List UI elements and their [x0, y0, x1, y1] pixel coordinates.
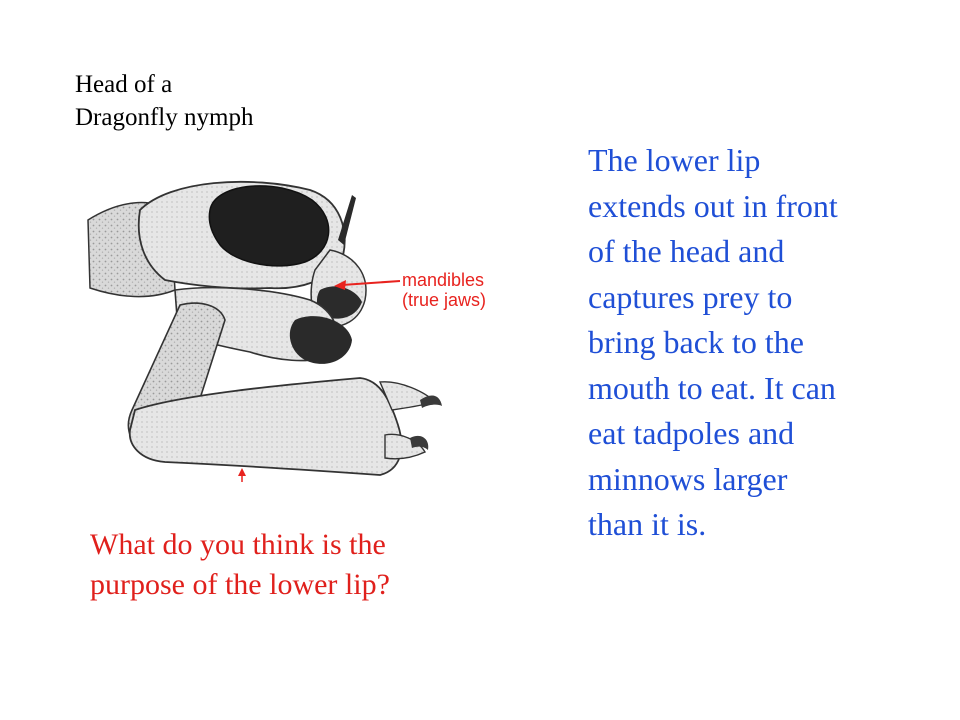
question-line-2: purpose of the lower lip? — [90, 568, 390, 601]
question-line-1: What do you think is the — [90, 528, 386, 561]
slide-title — [75, 68, 375, 134]
callout-line-2: (true jaws) — [402, 290, 487, 310]
answer-line: of the head and — [588, 233, 785, 269]
title-line-1: Head of a — [75, 71, 173, 98]
answer-line: than it is. — [588, 506, 707, 542]
mandibles-callout — [402, 270, 486, 310]
answer-line: extends out in front — [588, 187, 838, 224]
callout-line-1: mandibles — [402, 270, 485, 290]
answer-line: mouth to eat. It can — [588, 369, 836, 406]
lower-lip-marker-arrow — [238, 468, 246, 476]
answer-line: The lower lip — [588, 142, 761, 178]
title-line-2: Dragonfly nymph — [75, 104, 254, 131]
question-text-block — [90, 525, 490, 605]
answer-line: eat tadpoles and — [588, 415, 795, 451]
answer-text-block — [588, 138, 918, 548]
dragonfly-nymph-head-illustration — [80, 170, 540, 500]
answer-line: minnows larger — [588, 460, 788, 497]
answer-line: bring back to the — [588, 324, 804, 360]
answer-line: captures prey to — [588, 278, 793, 315]
